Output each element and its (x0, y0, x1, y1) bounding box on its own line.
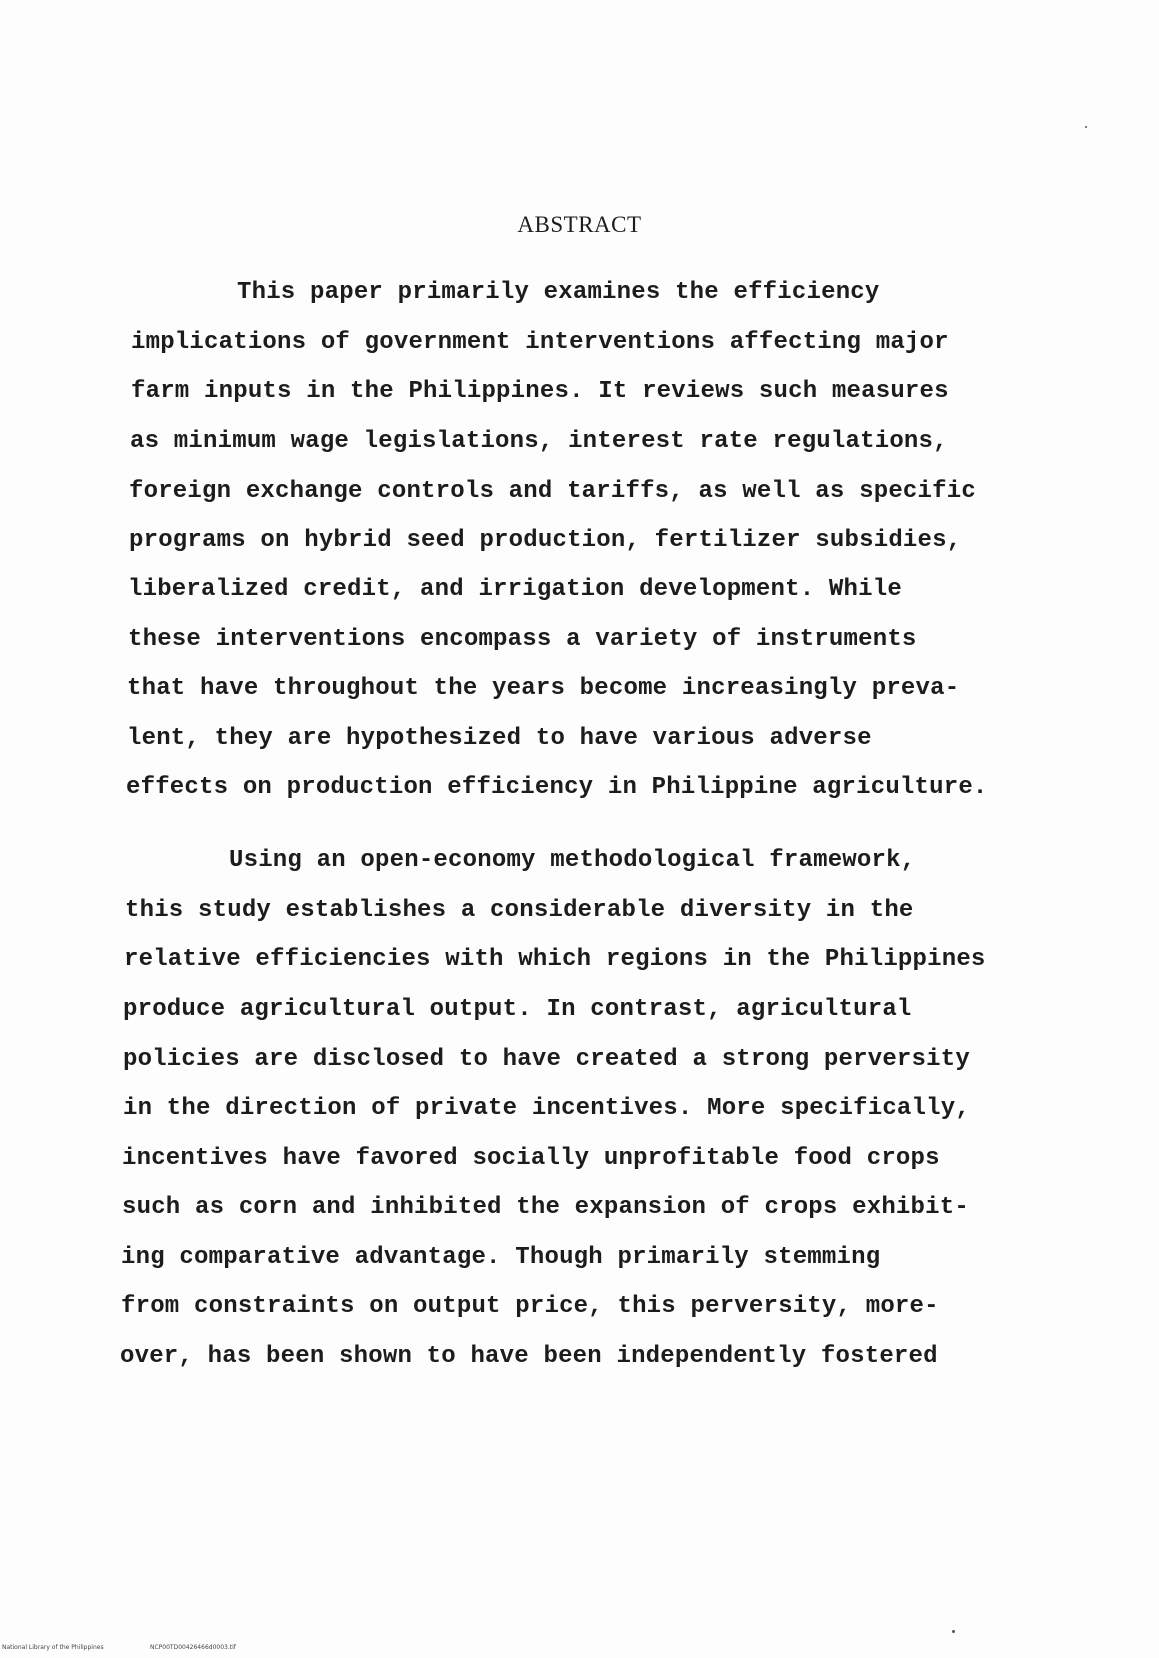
paragraph-1-line: liberalized credit, and irrigation development. While (128, 576, 902, 603)
paragraph-2-line: produce agricultural output. In contrast, agricultural (123, 996, 912, 1023)
paragraph-2-line: policies are disclosed to have created a strong perversity (123, 1046, 970, 1073)
footer-file-id: NCP00TD00426466d0003.tif (150, 1644, 236, 1651)
paragraph-2-line: from constraints on output price, this perversity, more- (121, 1293, 939, 1320)
paragraph-1-line: farm inputs in the Philippines. It reviews such measures (131, 378, 949, 405)
paragraph-1-line: these interventions encompass a variety of instruments (128, 626, 917, 653)
paragraph-1-line: as minimum wage legislations, interest rate regulations, (130, 428, 948, 455)
paragraph-1-line: programs on hybrid seed production, fertilizer subsidies, (129, 527, 962, 554)
abstract-heading: ABSTRACT (517, 212, 642, 237)
paragraph-2-line: Using an open-economy methodological framework, (229, 847, 916, 874)
paragraph-2-line: this study establishes a considerable diversity in the (125, 897, 914, 924)
paragraph-2-line: ing comparative advantage. Though primarily stemming (121, 1244, 881, 1271)
paragraph-2-line: in the direction of private incentives. More specifically, (123, 1095, 970, 1122)
paragraph-2-line: such as corn and inhibited the expansion of crops exhibit- (122, 1194, 969, 1221)
paragraph-1-line: foreign exchange controls and tariffs, as well as specific (129, 478, 976, 505)
scan-speck (952, 1630, 955, 1633)
paragraph-2-line: incentives have favored socially unprofitable food crops (122, 1145, 940, 1172)
paragraph-1-line: lent, they are hypothesized to have various adverse (127, 725, 872, 752)
scan-speck (1085, 126, 1087, 128)
paragraph-1-line: implications of government interventions affecting major (131, 329, 949, 356)
paragraph-2-line: relative efficiencies with which regions in the Philippines (124, 946, 986, 973)
paragraph-2-line: over, has been shown to have been independently fostered (120, 1343, 938, 1370)
paragraph-1-line: effects on production efficiency in Philippine agriculture. (126, 774, 988, 801)
paragraph-1-line: that have throughout the years become increasingly preva- (127, 675, 960, 702)
footer-library: National Library of the Philippines (2, 1644, 104, 1651)
paragraph-1-line: This paper primarily examines the efficiency (237, 279, 880, 306)
